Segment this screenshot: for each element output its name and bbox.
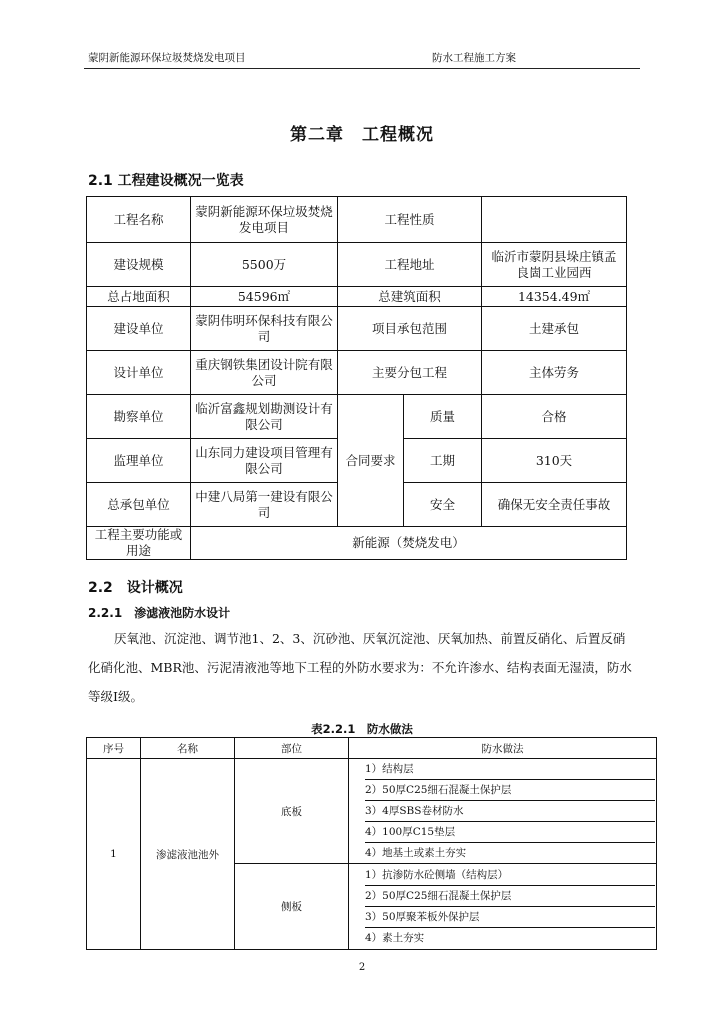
body-paragraph: 厌氧池、沉淀池、调节池1、2、3、沉砂池、厌氧沉淀池、厌氧加热、前置反硝化、后置反硝化硝化池、MBR池、污泥清液池等地下工程的外防水要求为：不允许渗水、结构表面无湿渍，防水等级Ⅰ级。: [88, 631, 632, 704]
section-2-2-1-heading: 2.2.1 渗滤液池防水设计: [88, 606, 231, 620]
ov-value: 14354.49㎡: [482, 287, 627, 307]
ov-value: [482, 197, 627, 243]
method-item: 3）50厚聚苯板外保护层: [365, 907, 655, 928]
ov-value: 土建承包: [482, 307, 627, 351]
ov-value: 中建八局第一建设有限公司: [191, 483, 338, 527]
ov-label: 主要分包工程: [338, 351, 482, 395]
row-name: 渗滤液池池外: [141, 759, 235, 950]
ov-value: 310天: [482, 439, 627, 483]
section-2-1-heading: 2.1 工程建设概况一览表: [88, 173, 244, 189]
ov-label: 总承包单位: [87, 483, 191, 527]
ov-label: 勘察单位: [87, 395, 191, 439]
ov-label: 设计单位: [87, 351, 191, 395]
ov-label: 总占地面积: [87, 287, 191, 307]
part-label: 底板: [235, 759, 349, 864]
ov-label: 工程性质: [338, 197, 482, 243]
section-2-2-heading: 2.2 设计概况: [88, 580, 183, 596]
method-item: 4）100厚C15垫层: [365, 822, 655, 843]
ov-label: 建设单位: [87, 307, 191, 351]
col-header: 序号: [87, 738, 141, 759]
page-number: 2: [358, 962, 366, 973]
ov-sub-label: 安全: [404, 483, 482, 527]
header-doc-title: 防水工程施工方案: [432, 52, 516, 64]
row-number: 1: [87, 759, 141, 950]
table-caption: 表2.2.1 防水做法: [311, 722, 413, 736]
ov-label: 总建筑面积: [338, 287, 482, 307]
chapter-title: 第二章 工程概况: [290, 125, 434, 145]
method-item: 4）地基土或素土夯实: [365, 847, 467, 859]
ov-sub-label: 工期: [404, 439, 482, 483]
method-list: [349, 864, 657, 950]
ov-value: 蒙阴伟明环保科技有限公司: [191, 307, 338, 351]
header-divider: [84, 68, 640, 69]
overview-table: [86, 196, 627, 560]
ov-value: 确保无安全责任事故: [482, 483, 627, 527]
col-header: 防水做法: [349, 738, 657, 759]
ov-value: 蒙阴新能源环保垃圾焚烧发电项目: [191, 197, 338, 243]
method-item: 3）4厚SBS卷材防水: [365, 801, 655, 822]
ov-label: 工程地址: [338, 243, 482, 287]
method-item: 1）结构层: [365, 759, 655, 780]
method-item: 2）50厚C25细石混凝土保护层: [365, 886, 655, 907]
ov-value: 合格: [482, 395, 627, 439]
ov-label: 监理单位: [87, 439, 191, 483]
method-item: 4）素土夯实: [365, 932, 425, 944]
ov-label: 工程名称: [87, 197, 191, 243]
ov-label: 项目承包范围: [338, 307, 482, 351]
method-item: 1）抗渗防水砼侧墙（结构层）: [365, 865, 655, 886]
waterproof-table: [86, 737, 657, 950]
col-header: 部位: [235, 738, 349, 759]
ov-sub-label: 质量: [404, 395, 482, 439]
ov-contract-label: 合同要求: [338, 395, 404, 527]
ov-value: 重庆钢铁集团设计院有限公司: [191, 351, 338, 395]
ov-label: 建设规模: [87, 243, 191, 287]
ov-value: 5500万: [191, 243, 338, 287]
ov-value: 主体劳务: [482, 351, 627, 395]
ov-value: 临沂市蒙阴县垛庄镇孟良崮工业园西: [482, 243, 627, 287]
part-label: 侧板: [235, 864, 349, 950]
method-list: [349, 759, 657, 864]
method-item: 2）50厚C25细石混凝土保护层: [365, 780, 655, 801]
ov-value: 54596㎡: [191, 287, 338, 307]
ov-label: 工程主要功能或用途: [87, 527, 191, 560]
col-header: 名称: [141, 738, 235, 759]
ov-value: 山东同力建设项目管理有限公司: [191, 439, 338, 483]
ov-value: 新能源（焚烧发电）: [191, 527, 627, 560]
header-project: 蒙阴新能源环保垃圾焚烧发电项目: [88, 52, 246, 64]
ov-value: 临沂富鑫规划勘测设计有限公司: [191, 395, 338, 439]
